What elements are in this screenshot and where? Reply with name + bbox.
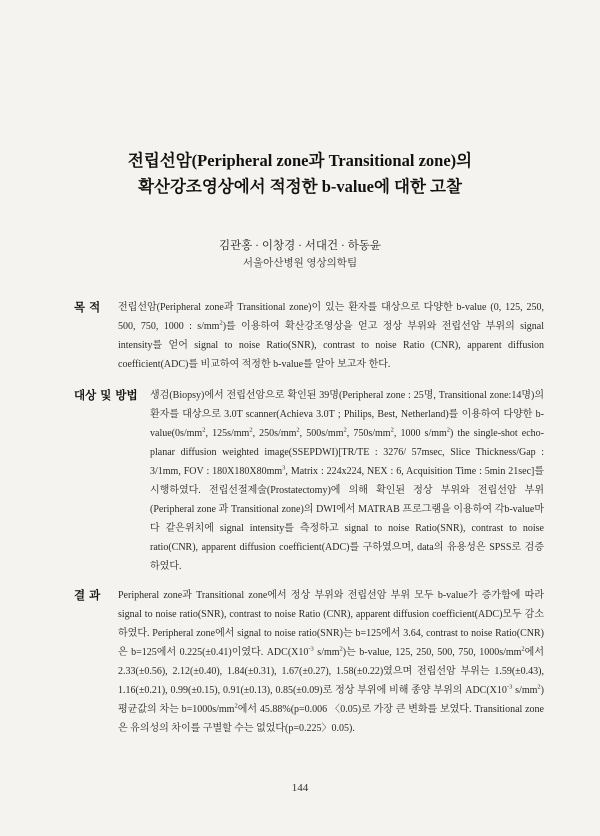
section-body-methods	[74, 386, 544, 576]
superscript: -3	[308, 645, 314, 653]
results-text: 에서 45.88%(p=0.006 〈0.05)로 가장 큰 변화를 보였다. Transitional zone은 유의성의 차이를 구별할 수는 없었다(p=0.225〉0.05).	[118, 704, 544, 734]
superscript: 2	[521, 645, 525, 653]
title-line-1: 전립선암(Peripheral zone과 Transitional zone)의	[127, 151, 473, 170]
methods-text: , 250s/mm	[252, 428, 297, 439]
superscript: 2	[249, 426, 253, 434]
section-purpose	[74, 298, 544, 374]
author-list: 김관홍 · 이창경 · 서대건 · 하동윤	[218, 240, 382, 252]
section-methods	[74, 386, 544, 576]
superscript: 3	[282, 464, 286, 472]
methods-text: 생검(Biopsy)에서 전립선암으로 확인된 39명(Peripheral zone : 25명, Transitional zone:14명)의 환자를 대상으로 3.0T scanner(Achieva 3.0T ; Philips, Best, Netherland)를 이용하여 다양한 b-value(0s/mm	[150, 390, 544, 439]
superscript: 2	[339, 645, 343, 653]
methods-text: , 1000 s/mm	[393, 428, 447, 439]
superscript: 2	[390, 426, 394, 434]
methods-text: , 500s/mm	[299, 428, 344, 439]
results-text: s/mm	[313, 647, 340, 658]
superscript: -3	[506, 683, 513, 691]
superscript: 2	[446, 426, 451, 434]
superscript: 2	[202, 426, 206, 434]
section-label-results: 결 과	[74, 588, 101, 602]
superscript: 2	[343, 426, 347, 434]
results-text: ) 평균값의 차는 b=1000s/mm	[118, 685, 544, 715]
section-body-purpose	[74, 298, 544, 374]
superscript: 2	[219, 319, 223, 327]
paper-title	[40, 148, 560, 200]
section-results	[74, 586, 544, 738]
superscript: 2	[296, 426, 300, 434]
superscript: 2	[234, 702, 238, 710]
methods-text: , Matrix : 224x224, NEX : 6, Acquisition Time : 5min 21sec]를 시행하였다. 전립선절제술(Prostatectomy)에 의해 확인된 정상 부위와 전립선암 부위(Peripheral zone 과 Transitional zone)의 DWI에서 MATRAB 프로그램을 이용하여 각b-value마다 같은위치에 signal intensity를 측정하고 signal to noise Ratio(SNR), contrast to noise ratio(CNR), apparent diffusion coefficient(ADC)를 구하였으며, data의 유용성은 SPSS로 검증하였다.	[150, 466, 545, 572]
purpose-text: 전립선암(Peripheral zone과 Transitional zone)이 있는 환자를 대상으로 다양한 b-value (0, 125, 250, 500, 750, 1000 : s/mm	[118, 302, 544, 332]
results-text: s/mm	[512, 685, 538, 696]
section-body-results	[74, 586, 544, 738]
results-text: )는 b-value, 125, 250, 500, 750, 1000s/mm	[342, 647, 522, 658]
affiliation: 서울아산병원 영상의학팀	[242, 258, 358, 269]
methods-text: , 750s/mm	[346, 428, 391, 439]
results-text: 에서 2.33(±0.56), 2.12(±0.40), 1.84(±0.31), 1.67(±0.27), 1.58(±0.22)였으며 전립선암 부위는 1.59(±0.43), 1.16(±0.21), 0.99(±0.15), 0.91(±0.13), 0.85(±0.09)로 정상 부위에 비해 종양 부위의 ADC(X10	[118, 647, 544, 696]
purpose-text: )를 이용하여 확산강조영상을 얻고 정상 부위와 전립선암 부위의 signal intensity를 얻어 signal to noise Ratio(SNR), contrast to noise Ratio (CNR), apparent diffusion coefficient(ADC)를 비교하여 적정한 b-value를 알아 보고자 한다.	[118, 321, 544, 370]
superscript: 2	[537, 683, 541, 691]
results-text: Peripheral zone과 Transitional zone에서 정상 부위와 전립선암 부위 모두 b-value가 증가함에 따라 signal to noise ratio(SNR), contrast to noise Ratio (CNR), apparent diffusion coefficient(ADC)모두 감소하였다. Peripheral zone에서 signal to noise ratio(SNR)는 b=125에서 3.64, contrast to noise Ratio(CNR)은 b=125에서 0.225(±0.41)이였다. ADC(X10	[118, 590, 544, 658]
methods-text: ) the single-shot echo-planar diffusion weighted image(SSEPDWI)[TR/TE : 3276/ 57msec, Slice Thickness/Gap : 3/1mm, FOV : 180X180X80mm	[150, 428, 545, 477]
title-line-2: 확산강조영상에서 적정한 b-value에 대한 고찰	[138, 177, 462, 196]
page-number: 144	[291, 782, 309, 794]
section-label-methods: 대상 및 방법	[74, 388, 138, 402]
section-label-purpose: 목 적	[74, 300, 101, 314]
methods-text: , 125s/mm	[205, 428, 250, 439]
